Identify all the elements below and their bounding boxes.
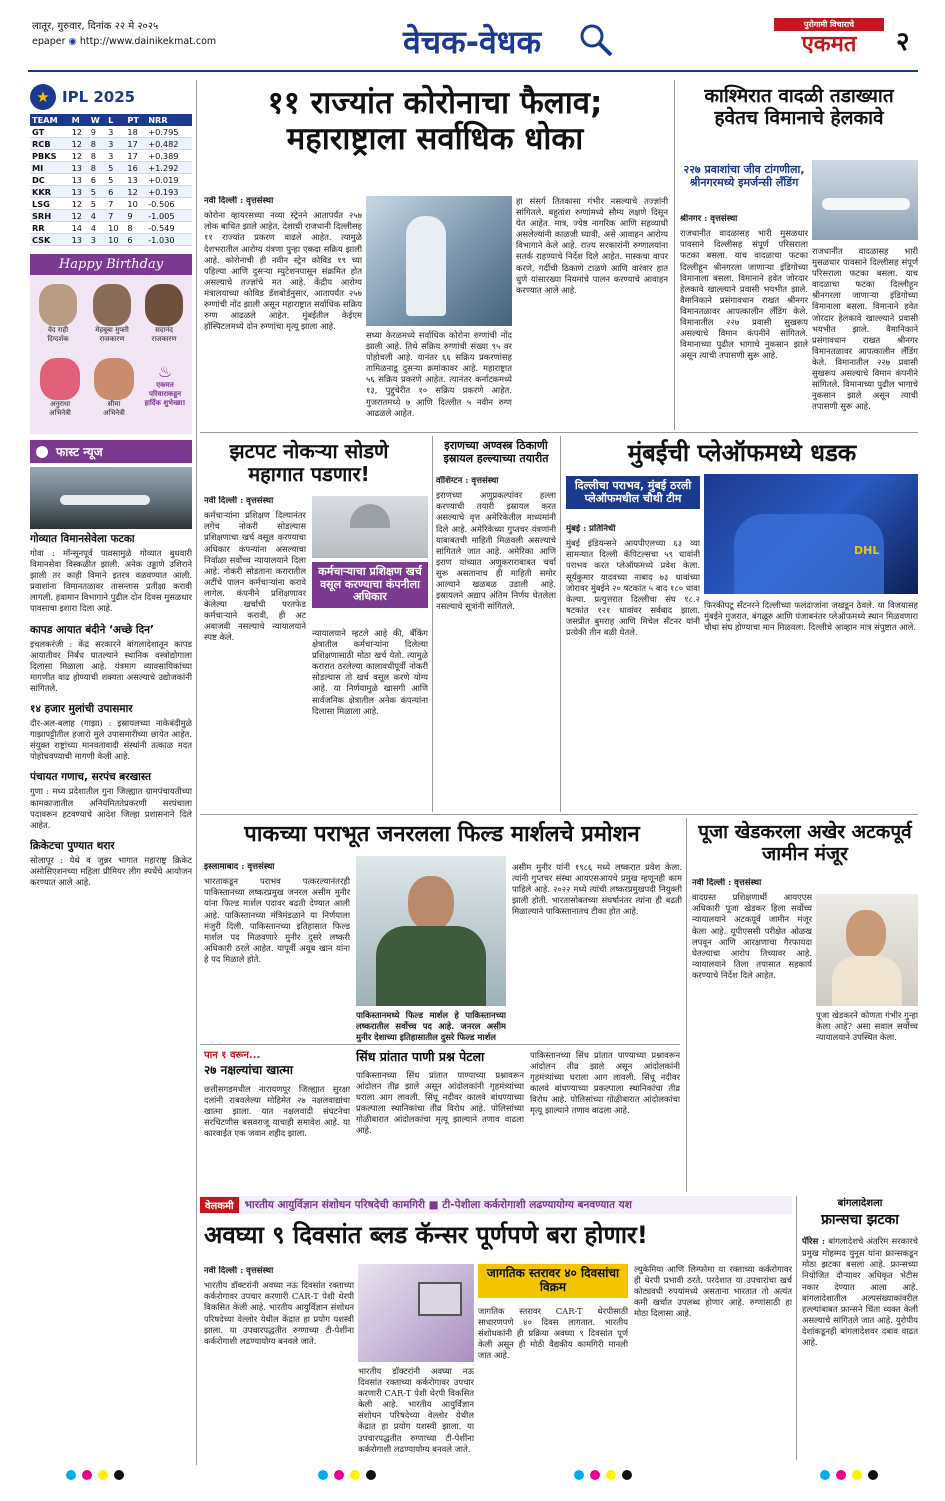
vaccination-photo [366, 196, 512, 326]
mumbai-text: मुंबई इंडियन्सने आयपीएलच्या ६३ व्या सामन्यात दिल्ली कॅपिटल्सचा ५९ धावांनी पराभव करत प्लेऑफमध्ये प्रवेश केला. सूर्यकुमार यादवच्या नाबाद ७३ धावांच्या जोरावर मुंबईने २० षटकांत ५ बाद १८० धावा केल्या. प्रत्युत्तरात दिल्लीचा संघ १८.२ षटकांत १२१ धावांवर सर्वबाद झाला. जसप्रीत बुमराह आणि मिचेल सँटनर यांनी प्रत्येकी तीन बळी घेतले. [566, 538, 700, 637]
cyan-dot [574, 1470, 584, 1480]
trophy-icon: ★ [30, 84, 56, 110]
general-text: भारताकडून पराभव पत्करल्यानंतरही पाकिस्तानच्या लष्करप्रमुख जनरल असीम मुनीर यांना फिल्ड मार्शल पदावर बढती देण्यात आली आहे. पाकिस्तानच्या मंत्रिमंडळाने या निर्णयाला मंजुरी दिली. पाकिस्तानच्या इतिहासात फिल्ड मार्शल पद मिळवणारे मुनीर दुसरे लष्करी अधिकारी ठरले आहेत. यापूर्वी अयूब खान यांना हे पद मिळाले होते. [204, 876, 350, 964]
column-divider [560, 436, 561, 812]
team-cell: RR [30, 222, 70, 234]
person-name: सीमा [107, 400, 121, 408]
black-dot [114, 1470, 124, 1480]
ipl-table-row [30, 186, 192, 198]
general-caption: पाकिस्तानमध्ये फिल्ड मार्शल हे पाकिस्तानच्या लष्करातील सर्वोच्च पद आहे. जनरल असीम मुनीर देशाच्या इतिहासातील दुसरे फिल्ड मार्शल [356, 1010, 506, 1043]
page-number: २ [896, 27, 910, 57]
stat-cell: 13 [70, 162, 89, 174]
stat-cell: +0.193 [146, 186, 192, 198]
job-col1 [204, 496, 306, 808]
naxal-headline: २७ नक्षल्यांचा खात्मा [204, 1063, 293, 1077]
aircraft-shape [60, 495, 150, 505]
ipl-column-header: L [106, 114, 125, 126]
puja-text: वादग्रस्त प्रशिक्षणार्थी आयएएस अधिकारी पूजा खेडकर हिला सर्वोच्च न्यायालयाने अटकपूर्व जामीन मंजूर केला आहे. यूपीएससी परीक्षेत ओळख लपवून आणि आरक्षणाचा गैरफायदा घेतल्याचा आरोप तिच्यावर आहे. न्यायालयाने तिला तपासात सहकार्य करण्याचे निर्देश दिले आहेत. [692, 892, 812, 980]
stat-cell: 6 [89, 174, 106, 186]
stat-cell: 5 [89, 198, 106, 210]
stat-cell: 12 [70, 198, 89, 210]
mumbai-headline: मुंबईची प्लेऑफमध्ये धडक [627, 439, 857, 467]
birthday-wish-text: एकमत परिवाराकडून हार्दिक शुभेच्छा! [144, 381, 186, 407]
stat-cell: 8 [89, 138, 106, 150]
stat-cell: 4 [89, 210, 106, 222]
sindh-text-2: पाकिस्तानच्या सिंध प्रांतात पाण्याच्या प्रश्नावरून आंदोलन तीव्र झाले असून आंदोलकांनी गृहमंत्र्यांच्या घराला आग लावली. सिंधू नदीवर कालवे बांधण्याच्या प्रकल्पाला स्थानिकांचा तीव्र विरोध आहे. पोलिसांच्या गोळीबारात आंदोलकांचा मृत्यू झाल्याने तणाव वाढला आहे. [530, 1050, 680, 1116]
cancer-box-title: जागतिक स्तरावर ४० दिवसांचा विक्रम [478, 1264, 628, 1298]
portrait-head [846, 910, 886, 958]
portrait [40, 358, 80, 400]
ipl-column-header: TEAM [30, 114, 70, 126]
naxal-text: छत्तीसगडमधील नारायणपूर जिल्ह्यात सुरक्षा दलांनी राबवलेल्या मोहिमेत २७ नक्षलवाद्यांचा खात्मा झाला. यात नक्षलवादी संघटनेचा सरचिटणीस बसवराजू याचाही समावेश आहे. या कारवाईत एक जवान शहीद झाला. [204, 1084, 350, 1139]
bangladesh-col [802, 1236, 918, 1458]
masthead [0, 0, 945, 76]
mumbai-col2: फिरकीपटू सँटनरने दिल्लीच्या फलंदाजांना जखडून ठेवले. या विजयासह मुंबईने गुजरात, बंगळूरु आणि पंजाबनंतर प्लेऑफमध्ये स्थान मिळवणारा चौथा संघ होण्याचा मान मिळवला. दिल्लीचे आव्हान मात्र संपुष्टात आले. [704, 600, 918, 633]
israel-text: इराणच्या अणुप्रकल्पांवर हल्ला करण्याची तयारी इस्रायल करत असल्याचे वृत्त अमेरिकेतील माध्यमांनी दिले आहे. अमेरिकेच्या गुप्तचर यंत्रणांनी याबाबतची माहिती मिळवली असल्याचे सांगितले जात आहे. अमेरिका आणि इराण यांच्यात अणुकराराबाबत चर्चा सुरू असतानाच ही माहिती समोर आल्याने खळबळ उडाली आहे. इस्रायलने अद्याप अंतिम निर्णय घेतलेला नसल्याचे सूत्रांनी सांगितले. [436, 490, 556, 612]
person-name: वेद राही [47, 326, 69, 334]
court-photo [312, 496, 428, 558]
section-title [403, 20, 541, 63]
cancer-byline: नवी दिल्ली : वृत्तसंस्था [204, 1266, 274, 1276]
person-role: अभिनेत्री [103, 409, 125, 417]
israel-byline: वॉशिंग्टन : वृत्तसंस्था [436, 476, 499, 486]
plane-subhead: २२७ प्रवाशांचा जीव टांगणीला, श्रीनगरमध्ये इमर्जन्सी लँडिंग [683, 163, 805, 189]
cancer-headline: अवघ्या ९ दिवसांत ब्लड कॅन्सर पूर्णपणे बरा होणार! [204, 1221, 648, 1249]
brand-tagline: पुरोगामी विचाराचे [774, 18, 884, 31]
column-divider [686, 818, 687, 1192]
team-cell: DC [30, 174, 70, 186]
black-dot [868, 1470, 878, 1480]
stat-cell: 12 [70, 138, 89, 150]
ipl-panel [30, 80, 192, 250]
general-headline: पाकच्या पराभूत जनरलला फिल्ड मार्शलचे प्रमोशन [244, 822, 640, 847]
birthday-person [34, 284, 82, 344]
brand-box [774, 18, 884, 62]
team-cell: SRH [30, 210, 70, 222]
bangladesh-byline: पॅरिस : [802, 1237, 825, 1247]
portrait-head [408, 876, 454, 930]
sponsor-mark: DHL [854, 544, 880, 557]
welcome-strip [200, 1196, 792, 1214]
person-role: अभिनेत्री [49, 409, 71, 417]
runway-photo [30, 467, 192, 529]
stat-cell: 12 [70, 126, 89, 138]
mumbai-byline: मुंबई : प्रतिनिधी [566, 524, 616, 534]
stat-cell: +1.292 [146, 162, 192, 174]
stat-cell: +0.389 [146, 150, 192, 162]
magnifier-icon [578, 22, 614, 58]
magenta-dot [82, 1470, 92, 1480]
bullet-icon [36, 446, 48, 458]
sidebar-divider [196, 80, 197, 1465]
health-worker-figure [406, 216, 446, 316]
stat-cell: 13 [70, 186, 89, 198]
israel-col [436, 476, 556, 808]
plane-text: राजधानीत वादळासह भारी मुसळधार पावसाने दिल्लीसह संपूर्ण परिसराला फटका बसला. याच वादळाचा फटका दिल्लीहून श्रीनगरला जाणाऱ्या इंडिगोच्या विमानाला बसला. विमानाने हवेत जोरदार हेलकावे खाल्ल्याने प्रवासी भयभीत झाले. वैमानिकाने प्रसंगावधान राखत श्रीनगर विमानतळावर आपत्कालीन लँडिंग केले. विमानातील २२७ प्रवासी सुखरूप असल्याचे विमान कंपनीने सांगितले. विमानाच्या पुढील भागाचे नुकसान झाले असून त्याची तपासणी सुरू आहे. [680, 228, 808, 361]
stat-cell: 7 [106, 210, 125, 222]
stat-cell: 7 [106, 198, 125, 210]
cancer-col1 [204, 1266, 354, 1456]
magenta-dot [836, 1470, 846, 1480]
sindh-text: पाकिस्तानच्या सिंध प्रांतात पाण्याच्या प्रश्नावरून आंदोलन तीव्र झाले असून आंदोलकांनी गृहमंत्र्यांच्या घराला आग लावली. सिंधू नदीवर कालवे बांधण्याच्या प्रकल्पाला स्थानिकांचा तीव्र विरोध आहे. पोलिसांच्या गोळीबारात आंदोलकांचा मृत्यू झाल्याने तणाव वाढला आहे. [356, 1070, 524, 1136]
ipl-column-header: PT [125, 114, 146, 126]
epaper-label: epaper [32, 36, 66, 47]
person-name: सदानंद [155, 326, 173, 334]
team-cell: PBKS [30, 150, 70, 162]
cancer-col2: भारतीय डॉक्टरांनी अवघ्या नऊ दिवसांत रक्ताच्या कर्करोगावर उपचार करणारी CAR-T पेशी थेरपी विकसित केली आहे. भारतीय आयुर्विज्ञान संशोधन परिषदेच्या वेल्लोर येथील केंद्रात हा प्रयोग यशस्वी झाला. या उपचारपद्धतीत रुग्णाच्या टी-पेशींना कर्करोगाशी लढण्यायोग्य बनवले जाते. [358, 1366, 474, 1454]
stat-cell: 14 [70, 222, 89, 234]
stat-cell: 5 [106, 174, 125, 186]
row-divider [200, 432, 918, 433]
stat-cell: 17 [125, 150, 146, 162]
ipl-table-row [30, 174, 192, 186]
ipl-logo [30, 80, 192, 114]
sindh-headline: सिंध प्रांतात पाणी प्रश्न पेटला [356, 1049, 485, 1064]
ipl-table-row [30, 210, 192, 222]
person-name: अनुराधा [49, 400, 71, 408]
stat-cell: -1.005 [146, 210, 192, 222]
lead-col2: सध्या केरळमध्ये सर्वाधिक कोरोना रुग्णांची नोंद झाली आहे. तिथे सक्रिय रुग्णांची संख्या ९५ वर पोहोचली आहे. यानंतर ६६ सक्रिय प्रकरणांसह तामिळनाडू दुसऱ्या क्रमांकावर आहे. महाराष्ट्रात ५६ सक्रिय प्रकरणे आहेत. त्यानंतर कर्नाटकमध्ये १३, पुद्दुचेरीत १० सक्रिय प्रकरणे आहेत. गुजरातमध्ये ७ आणि दिल्लीत ५ नवीन रुग्ण आढळले आहेत. [366, 330, 512, 418]
mumbai-subhead: दिल्लीचा पराभव, मुंबई ठरली प्लेऑफमधील चौथी टीम [566, 476, 700, 509]
bangladesh-text: बांगलादेशचे अंतरिम सरकारचे प्रमुख मोहम्मद युनूस यांना फ्रान्सकडून मोठा झटका बसला आहे. फ्रान्सच्या नियोजित दौऱ्यावर अधिकृत भेटीस नकार देण्यात आला आहे. बांगलादेशातील अल्पसंख्याकांवरील हल्ल्यांबाबत फ्रान्सने चिंता व्यक्त केली असल्याचे सांगितले जात आहे. युरोपीय देशांकडूनही बांगलादेशवर दबाव वाढत आहे. [802, 1236, 918, 1347]
job-text: कर्मचाऱ्यांना प्रशिक्षण दिल्यानंतर लगेच नोकरी सोडल्यास प्रशिक्षणाचा खर्च वसूल करण्याचा अधिकार कंपन्यांना असल्याचा निर्वाळा सर्वोच्च न्यायालयाने दिला आहे. नोकरी सोडताना करारातील अटींचे पालन कर्मचाऱ्यांना करावे लागेल. कंपनीने प्रशिक्षणावर केलेल्या खर्चाची परतफेड कर्मचाऱ्याने करावी, ही अट अवाजवी नसल्याचे न्यायालयाने स्पष्ट केले. [204, 510, 306, 643]
ipl-table-row [30, 162, 192, 174]
lead-col1 [204, 196, 362, 428]
stat-cell: 5 [89, 186, 106, 198]
brand-name: एकमत [801, 32, 857, 57]
yellow-dot [606, 1470, 616, 1480]
black-dot [366, 1470, 376, 1480]
fast-news-column [30, 440, 192, 1460]
section-title-right: वेधक [478, 23, 542, 61]
section-title-left: वेचक- [403, 23, 479, 61]
stat-cell: 12 [125, 186, 146, 198]
lead-text-1: कोरोना व्हायरसच्या नव्या स्ट्रेनने आतापर्यंत २५७ लोक बाधित झाले आहेत. देशाची राजधानी दिल्लीसह ११ राज्यांत प्रकरण वाढले आहेत. त्यामुळे देशभरातील आरोग्य यंत्रणा पुन्हा एकदा सक्रिय झाली आहे. कोरोनाची ही नवीन स्ट्रेन कोविड १९ च्या पहिल्या आणि दुसऱ्या म्युटेशनपासून संक्रमित होत असल्याचे तज्ज्ञांचे मत आहे. केंद्रीय आरोग्य मंत्रालयाच्या कोविड डॅशबोर्डनुसार, आतापर्यंत २५७ रुग्णांची नोंद झाली असून महाराष्ट्रात सर्वाधिक सक्रिय रुग्ण आढळले आहेत. मुंबईतील केईएम हॉस्पिटलमध्ये दोन रुग्णांचा मृत्यू झाला आहे. [204, 210, 362, 332]
brief-title: पंचायत गणाच, सरपंच बरखास्त [30, 771, 151, 784]
stat-cell: 8 [89, 162, 106, 174]
puja-caption: पूजा खेडकरने कोणता गंभीर गुन्हा केला आहे? असा सवाल सर्वोच्च न्यायालयाने उपस्थित केला. [816, 1010, 918, 1043]
row-divider [200, 814, 918, 815]
brief-text: दीर-अल-बलाह (गाझा) : इस्रायलच्या नाकेबंदीमुळे गाझापट्टीतील हजारो मुले उपासमारीच्या छायेत आहेत. संयुक्त राष्ट्रांच्या मानवतावादी संस्थांनी तत्काळ मदत पोहोचवण्याची मागणी केली आहे. [30, 718, 192, 762]
stat-cell: 3 [106, 138, 125, 150]
ipl-column-header: NRR [146, 114, 192, 126]
brief-text: इचलकरंजी : केंद्र सरकारने बांगलादेशातून कापड आयातीवर निर्बंध घातल्याने स्थानिक वस्त्रोद्योगाला दिलासा मिळाला आहे. यंत्रमाग व्यावसायिकांच्या मागणीत वाढ होण्याची शक्यता असल्याचे उद्योजकांनी सांगितले. [30, 638, 192, 693]
ipl-table-row [30, 222, 192, 234]
stat-cell: -0.506 [146, 198, 192, 210]
stat-cell: 5 [106, 162, 125, 174]
registration-marks [0, 1470, 945, 1490]
brief-text: गोवा : मॉन्सूनपूर्व पावसामुळे गोव्यात बुधवारी विमानसेवा विस्कळीत झाली. अनेक उड्डाणे उशिराने झाली तर काही विमाने इतरत्र वळवण्यात आली. प्रवाशांना विमानतळावर तासन्तास प्रतीक्षा करावी लागली. हवामान विभागाने पुढील दोन दिवस मुसळधार पावसाचा इशारा दिला आहे. [30, 548, 192, 614]
person-name: मेहबूबा मुफ्ती [95, 326, 129, 334]
screen-shape [418, 1282, 462, 1316]
israel-headline: इराणच्या अण्वस्त्र ठिकाणी इस्रायल हल्ल्याच्या तयारीत [443, 439, 549, 465]
yellow-dot [852, 1470, 862, 1480]
birthday-panel [30, 254, 192, 434]
person-role: राजकारण [151, 335, 177, 343]
yellow-dot [350, 1470, 360, 1480]
bangladesh-headline: फ्रान्सचा झटका [821, 1212, 899, 1228]
yellow-dot [98, 1470, 108, 1480]
plane-byline: श्रीनगर : वृत्तसंस्था [680, 214, 738, 224]
birthday-person [88, 358, 140, 418]
stat-cell: 6 [125, 234, 146, 246]
ipl-logo-text: IPL 2025 [62, 88, 136, 106]
stat-cell: 3 [106, 126, 125, 138]
lead-headline: ११ राज्यांत कोरोनाचा फैलाव; महाराष्ट्राला सर्वाधिक धोका [267, 85, 603, 157]
team-cell: CSK [30, 234, 70, 246]
ipl-table-row [30, 138, 192, 150]
column-divider [432, 436, 433, 812]
general-photo [356, 856, 506, 1006]
dome-shape [350, 504, 390, 528]
globe-icon: ◉ [68, 36, 77, 47]
team-cell: KKR [30, 186, 70, 198]
general-col3: असीम मुनीर यांनी १९८६ मध्ये लष्करात प्रवेश केला. त्यांनी गुप्तचर संस्था आयएसआयचे प्रमुख म्हणूनही काम पाहिले आहे. २०२२ मध्ये त्यांची लष्करप्रमुखपदी नियुक्ती झाली होती. भारतासोबतच्या संघर्षानंतर त्यांना ही बढती मिळाल्याने पाकिस्तानातच टीका होत आहे. [512, 862, 682, 917]
plane-col2: राजधानीत वादळासह भारी मुसळधार पावसाने दिल्लीसह संपूर्ण परिसराला फटका बसला. याच वादळाचा फटका दिल्लीहून श्रीनगरला जाणाऱ्या इंडिगोच्या विमानाला बसला. विमानाने हवेत जोरदार हेलकावे खाल्ल्याने प्रवासी भयभीत झाले. वैमानिकाने प्रसंगावधान राखत श्रीनगर विमानतळावर आपत्कालीन लँडिंग केले. विमानातील २२७ प्रवासी सुखरूप असल्याचे विमान कंपनीने सांगितले. विमानाच्या पुढील भागाचे नुकसान झाले असून त्याची तपासणी सुरू आहे. [812, 246, 918, 412]
ipl-table-row [30, 234, 192, 246]
stat-cell: 12 [70, 210, 89, 222]
cancer-col3: ल्युकेमिया आणि लिम्फोमा या रक्ताच्या कर्करोगावर ही थेरपी प्रभावी ठरते. परदेशात या उपचारांचा खर्च कोट्यवधी रुपयांमध्ये असताना भारतात तो अत्यंत कमी खर्चात उपलब्ध होणार आहे. रुग्णांसाठी हा मोठा दिलासा आहे. [634, 1264, 792, 1319]
lead-byline: नवी दिल्ली : वृत्तसंस्था [204, 196, 274, 206]
bangladesh-kicker: बांगलादेशला [837, 1198, 883, 1209]
birthday-person [86, 284, 138, 344]
portrait [39, 284, 77, 326]
portrait [145, 284, 183, 326]
stat-cell: 17 [125, 138, 146, 150]
stat-cell: 6 [106, 186, 125, 198]
epaper-link[interactable]: http://www.dainikekmat.com [79, 36, 217, 47]
black-dot [622, 1470, 632, 1480]
aircraft-shape [822, 198, 910, 210]
plane-headline: काश्मिरात वादळी तडाख्यात हवेतच विमानाचे हेलकावे [704, 85, 894, 129]
brief-title: १४ हजार मुलांची उपासमार [30, 703, 133, 716]
birthday-title: Happy Birthday [30, 254, 192, 275]
stat-cell: 10 [125, 198, 146, 210]
portrait [94, 358, 134, 400]
stat-cell: 3 [89, 234, 106, 246]
job-byline: नवी दिल्ली : वृत्तसंस्था [204, 496, 274, 506]
aircraft-photo [812, 160, 918, 240]
magenta-dot [334, 1470, 344, 1480]
ipl-table-row [30, 126, 192, 138]
stat-cell: 10 [106, 222, 125, 234]
cyan-dot [66, 1470, 76, 1480]
general-col1 [204, 862, 350, 1010]
epaper-line [32, 36, 216, 47]
portrait-body [832, 956, 902, 1006]
puja-photo [816, 894, 918, 1006]
stat-cell: 9 [89, 126, 106, 138]
cyan-dot [318, 1470, 328, 1480]
ipl-table-row [30, 150, 192, 162]
ipl-column-header: W [89, 114, 106, 126]
row-divider [200, 1044, 680, 1045]
welcome-text: भारतीय आयुर्विज्ञान संशोधन परिषदेची कामगिरी ■ टी-पेशीला कर्करोगाशी लढण्यायोग्य बनवण्यात यश [244, 1199, 632, 1211]
brief-title: क्रिकेटचा पुण्यात थरार [30, 839, 115, 852]
cancer-text: भारतीय डॉक्टरांनी अवघ्या नऊ दिवसांत रक्ताच्या कर्करोगावर उपचार करणारी CAR-T पेशी थेरपी विकसित केली आहे. भारतीय आयुर्विज्ञान संशोधन परिषदेच्या वेल्लोर येथील केंद्रात हा प्रयोग यशस्वी झाला. या उपचारपद्धतीत रुग्णाच्या टी-पेशींना कर्करोगाशी लढण्यायोग्य बनवले जाते. [204, 1280, 354, 1346]
header-rule [28, 70, 918, 72]
column-divider [796, 1196, 797, 1460]
mumbai-col1 [566, 524, 700, 808]
team-cell: LSG [30, 198, 70, 210]
naxal-kicker: पान १ वरून... [204, 1050, 261, 1061]
fast-news-label: फास्ट न्यूज [56, 445, 103, 459]
team-cell: GT [30, 126, 70, 138]
stat-cell: 8 [125, 222, 146, 234]
job-headline: झटपट नोकऱ्या सोडणे महागात पडणार! [229, 439, 389, 486]
stat-cell: 13 [70, 234, 89, 246]
stat-cell: 3 [106, 150, 125, 162]
ipl-column-header: M [70, 114, 89, 126]
general-byline: इस्लामाबाद : वृत्तसंस्था [204, 862, 275, 872]
magenta-dot [590, 1470, 600, 1480]
cyan-dot [820, 1470, 830, 1480]
stat-cell: 10 [106, 234, 125, 246]
birthday-wish [142, 362, 188, 408]
stat-cell: 13 [70, 174, 89, 186]
stat-cell: +0.019 [146, 174, 192, 186]
portrait [93, 284, 131, 326]
stat-cell: -1.030 [146, 234, 192, 246]
stat-cell: 13 [125, 174, 146, 186]
lab-photo [358, 1264, 474, 1362]
birthday-person [34, 358, 86, 418]
stat-cell: 9 [125, 210, 146, 222]
dateline: लातूर, गुरुवार, दिनांक २२ मे २०२५ [32, 21, 159, 32]
uniform-shape [376, 926, 486, 1006]
stat-cell: -0.549 [146, 222, 192, 234]
brief-title: गोव्यात विमानसेवेला फटका [30, 533, 135, 545]
plane-col [680, 214, 808, 428]
brief-title: कापड आयात बंदीने ‘अच्छे दिन’ [30, 623, 154, 636]
ipl-points-table [30, 114, 192, 246]
lead-col3: हा संसर्ग तितकासा गंभीर नसल्याचे तज्ज्ञांनी सांगितले. बहुतांश रुग्णांमध्ये सौम्य लक्षणे दिसून येत आहेत. मात्र, ज्येष्ठ नागरिक आणि सहव्याधी असलेल्यांनी काळजी घ्यावी, असे आवाहन आरोग्य विभागाने केले आहे. राज्य सरकारांनी रुग्णालयांना सतर्क राहण्याचे निर्देश दिले आहेत. मास्कचा वापर करणे, गर्दीची ठिकाणे टाळणे आणि वारंवार हात धुणे यांसारख्या नियमांचे पालन करण्याचे आवाहन करण्यात आले आहे. [516, 196, 668, 295]
stat-cell: 8 [89, 150, 106, 162]
puja-headline: पूजा खेडकरला अखेर अटकपूर्व जामीन मंजूर [698, 821, 912, 865]
cake-icon: ♨ [157, 362, 173, 381]
column-divider [674, 80, 675, 430]
birthday-person [140, 284, 188, 344]
cancer-box-text: जागतिक स्तरावर CAR-T थेरपीसाठी साधारणपणे ४० दिवस लागतात. भारतीय संशोधकांनी ही प्रक्रिया अवघ्या ९ दिवसांत पूर्ण केली असून ही मोठी वैद्यकीय कामगिरी मानली जात आहे. [478, 1306, 628, 1361]
stat-cell: 16 [125, 162, 146, 174]
ipl-table-row [30, 198, 192, 210]
stat-cell: 12 [70, 150, 89, 162]
welcome-tag: वेलकमी [200, 1197, 239, 1213]
job-col2: न्यायालयाने म्हटले आहे की, बँकिंग क्षेत्रातील कर्मचाऱ्यांना दिलेल्या प्रशिक्षणासाठी मोठा खर्च येतो. त्यामुळे करारात ठरलेल्या कालावधीपूर्वी नोकरी सोडल्यास तो खर्च वसूल करणे योग्य आहे. या निर्णयामुळे खासगी आणि सार्वजनिक क्षेत्रातील अनेक कंपन्यांना दिलासा मिळाला आहे. [312, 628, 428, 716]
brief-text: सोलापूर : येथे व जुन्नर भागात महाराष्ट्र क्रिकेट असोसिएशनच्या महिला प्रीमियर लीग स्पर्धेचे आयोजन करण्यात आले आहे. [30, 854, 192, 887]
team-cell: RCB [30, 138, 70, 150]
job-box: कर्मचाऱ्याचा प्रशिक्षण खर्च वसूल करण्याचा कंपनीला अधिकार [312, 562, 428, 608]
brief-text: गुणा : मध्य प्रदेशातील गुना जिल्ह्यात ग्रामपंचायतीच्या कामकाजातील अनियमिततेप्रकरणी सरपंचाला पदावरून हटवण्याचे आदेश जिल्हा प्रशासनाने दिले आहेत. [30, 786, 192, 830]
stat-cell: 18 [125, 126, 146, 138]
stat-cell: 4 [89, 222, 106, 234]
puja-col [692, 878, 812, 1190]
person-role: राजकारण [99, 335, 125, 343]
stat-cell: +0.795 [146, 126, 192, 138]
fast-news-banner [30, 440, 192, 463]
cricket-photo [704, 474, 918, 594]
team-cell: MI [30, 162, 70, 174]
person-role: दिग्दर्शक [47, 335, 69, 343]
puja-byline: नवी दिल्ली : वृत्तसंस्था [692, 878, 762, 888]
stat-cell: +0.482 [146, 138, 192, 150]
